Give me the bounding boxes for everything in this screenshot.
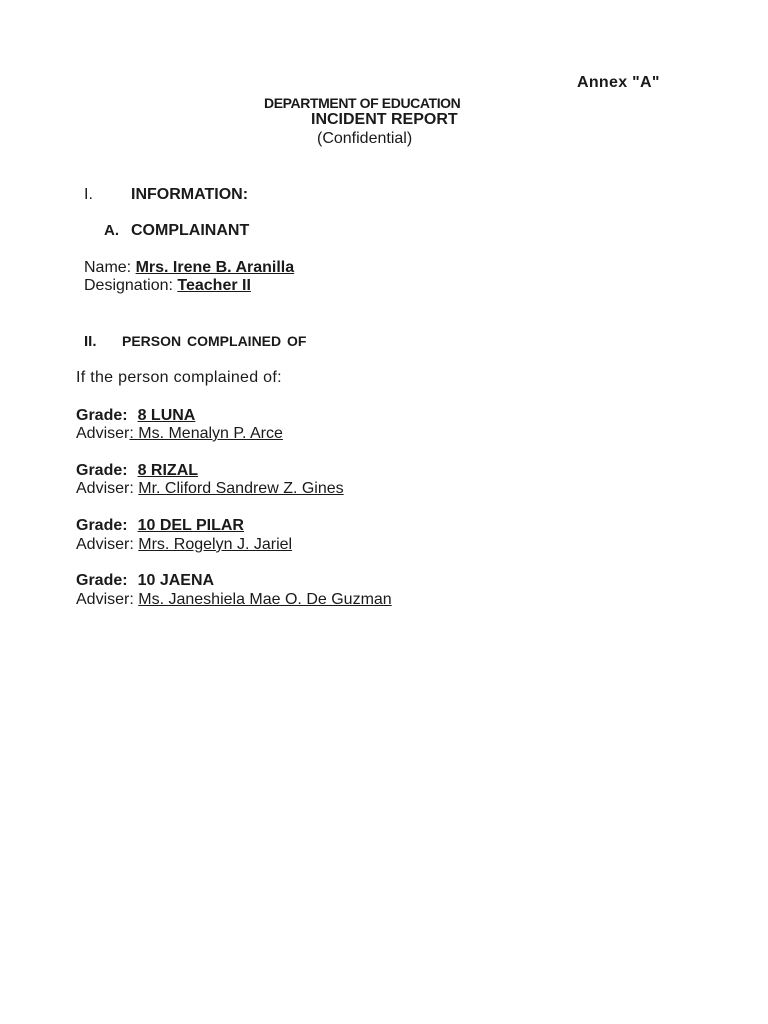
grade-line <box>76 407 195 425</box>
grade-label: Grade: <box>76 407 128 424</box>
grade-line <box>76 572 214 590</box>
complainant-designation: Teacher II <box>177 277 251 294</box>
subsection-a-title: COMPLAINANT <box>131 222 250 239</box>
adviser-line <box>76 425 283 443</box>
complainant-name: Mrs. Irene B. Aranilla <box>135 259 295 276</box>
section-1-title: INFORMATION: <box>131 186 249 203</box>
adviser-name: Mrs. Rogelyn J. Jariel <box>138 536 293 553</box>
department-heading: DEPARTMENT OF EDUCATION <box>264 95 461 111</box>
grade-line <box>76 517 244 535</box>
adviser-name: Mr. Cliford Sandrew Z. Gines <box>138 480 344 497</box>
report-title: INCIDENT REPORT <box>311 111 458 128</box>
person-complained-intro: If the person complained of: <box>76 369 282 386</box>
grade-value: 8 LUNA <box>137 407 196 424</box>
grade-label: Grade: <box>76 517 128 534</box>
adviser-name: : Ms. Menalyn P. Arce <box>129 425 283 442</box>
name-label: Name: <box>84 259 136 276</box>
grade-value: 10 JAENA <box>137 572 215 589</box>
adviser-label: Adviser <box>76 425 130 442</box>
adviser-label: Adviser: <box>76 591 139 608</box>
designation-label: Designation: <box>84 277 178 294</box>
subsection-a-letter: A. <box>104 222 119 239</box>
adviser-line <box>76 536 292 554</box>
section-2-title: PERSON COMPLAINED OF <box>122 333 307 349</box>
grade-value: 8 RIZAL <box>137 462 199 479</box>
complainant-designation-line <box>84 277 251 295</box>
confidential-label: (Confidential) <box>317 130 413 147</box>
complainant-name-line <box>84 259 294 277</box>
annex-label: Annex "A" <box>577 74 660 91</box>
grade-line <box>76 462 198 480</box>
grade-label: Grade: <box>76 462 128 479</box>
section-2-number: II. <box>84 333 97 350</box>
adviser-label: Adviser: <box>76 480 139 497</box>
grade-value: 10 DEL PILAR <box>137 517 244 534</box>
adviser-line <box>76 480 344 498</box>
grade-label: Grade: <box>76 572 128 589</box>
adviser-name: Ms. Janeshiela Mae O. De Guzman <box>138 591 392 608</box>
adviser-line <box>76 591 392 609</box>
section-1-number: I. <box>84 186 93 203</box>
adviser-label: Adviser: <box>76 536 139 553</box>
